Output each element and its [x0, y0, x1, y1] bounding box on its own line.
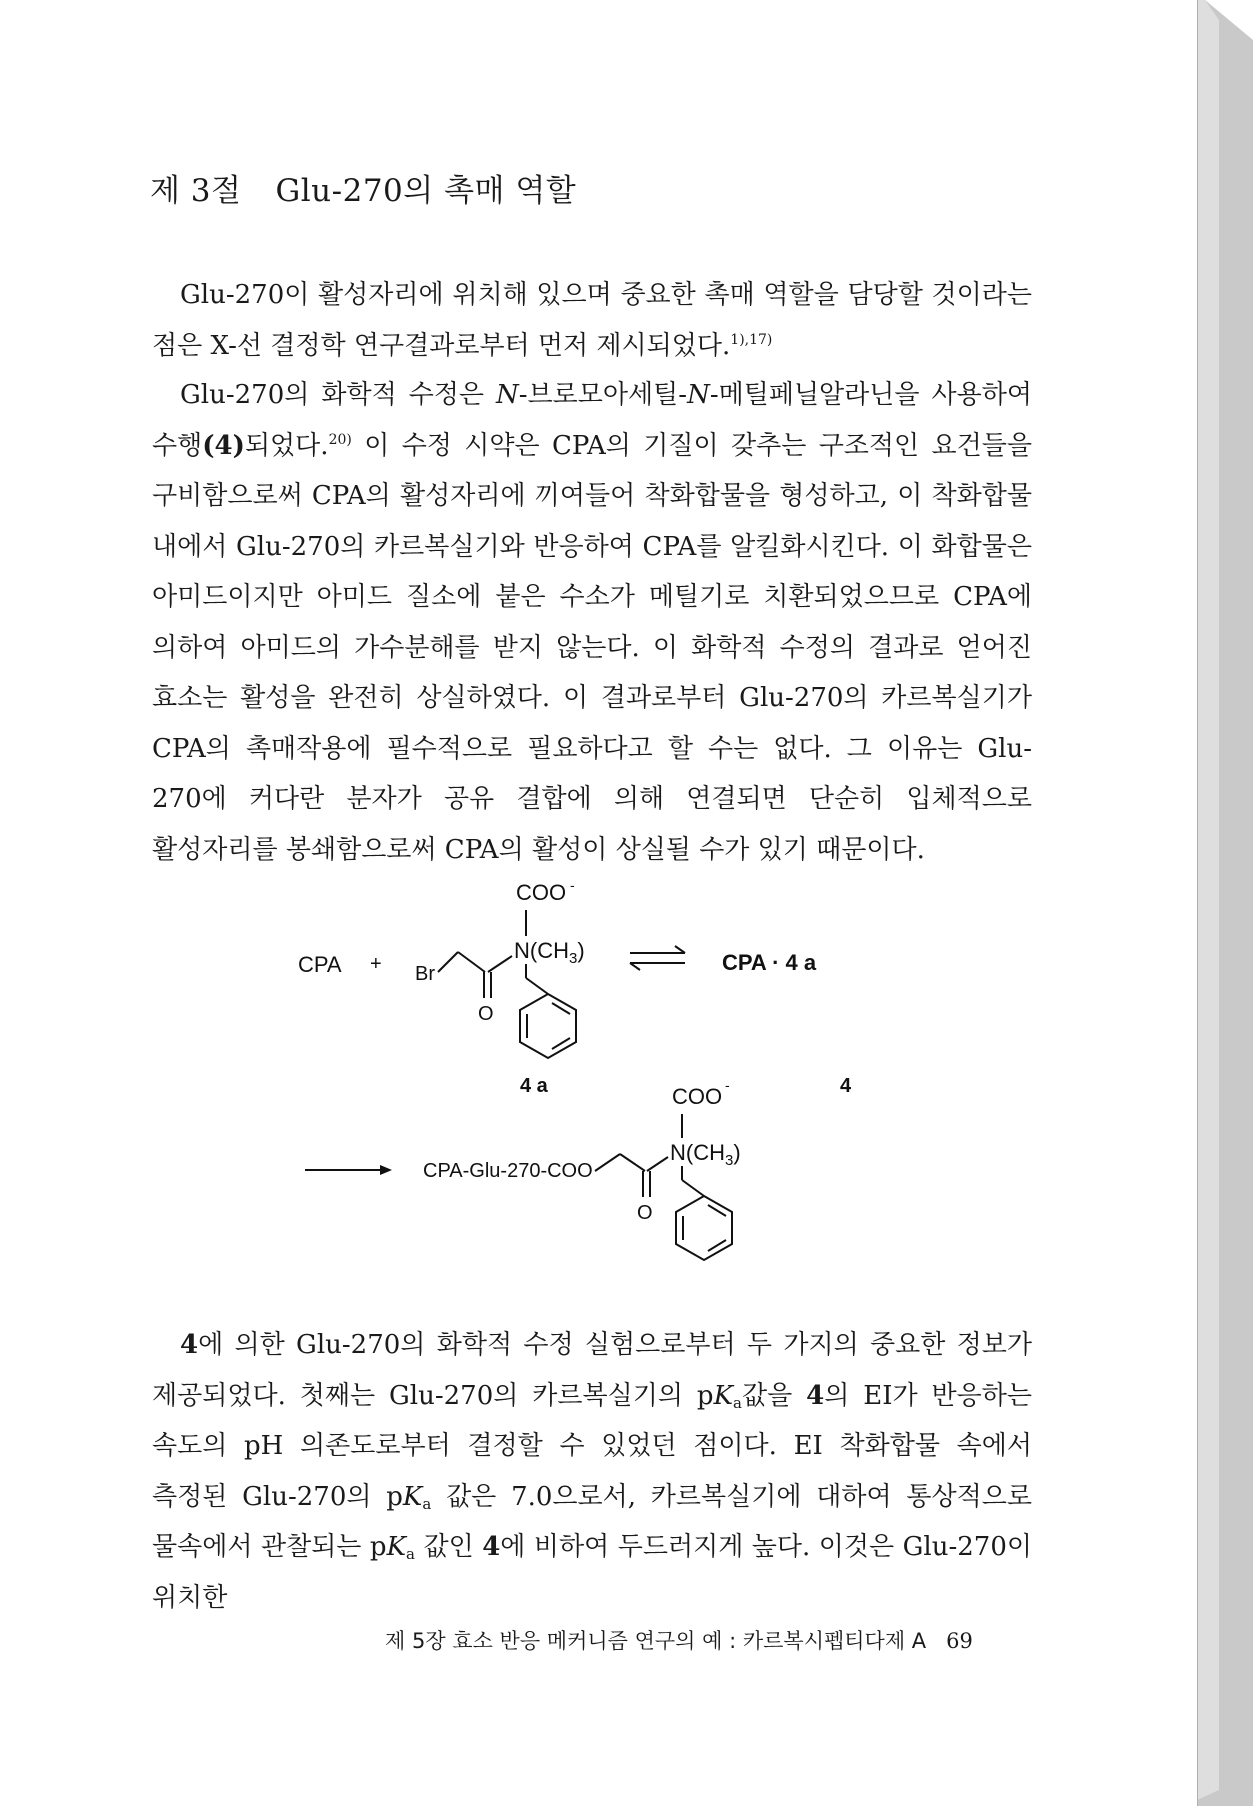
reference-superscript: 1),17)	[730, 331, 773, 348]
product-coo-label: COO	[672, 1084, 723, 1109]
italic-n: N	[687, 380, 710, 410]
italic-k: K	[713, 1380, 734, 1411]
reference-superscript: 20)	[328, 431, 352, 448]
paragraph-3-text: 의 EI가 반응하는 속도의 pH 의존도로부터 결정할 수 있었던 점이다. EI 착화합물 속에서 측정된 Glu-270의 p	[152, 1380, 1033, 1512]
paragraph-2-text: Glu-270의 화학적 수정은	[180, 380, 497, 410]
plus-sign: +	[370, 953, 382, 975]
paragraph-3-text: 에 의한 Glu-270의 화학적 수정 실험으로부터 두 가지의 중요한 정보가 제공되었다. 첫째는 Glu-270의 카르복실기의 p	[152, 1330, 1032, 1411]
oxygen-label: O	[478, 1003, 494, 1025]
product-prefix: CPA-Glu-270-COO	[423, 1160, 593, 1182]
paragraph-2-text: -메틸페닐알라닌을 사용하여 수행	[152, 380, 1032, 461]
paragraph-1-text: Glu-270이 활성자리에 위치해 있으며 중요한 촉매 역할을 담당할 것이라는 점은 X-선 결정학 연구결과로부터 먼저 제시되었다.	[152, 280, 1032, 361]
section-title	[150, 165, 576, 210]
compound-ref: (4)	[202, 430, 245, 461]
subscript-a: a	[733, 1393, 742, 1412]
compound-ref: 4	[806, 1380, 825, 1411]
paragraph-1	[152, 270, 1032, 371]
br-label: Br	[415, 963, 435, 985]
cpa-label: CPA	[298, 952, 342, 977]
section-number: 제 3절	[150, 173, 242, 209]
product-n-methyl-label: $N(CH_3)$	[670, 1140, 741, 1169]
italic-k: K	[402, 1481, 423, 1512]
page-footer	[385, 1625, 973, 1655]
charge-sign: -	[570, 877, 575, 893]
coo-label: COO	[516, 880, 567, 905]
paragraph-2-text: -브로모아세틸-	[518, 380, 688, 410]
compound-ref: 4	[180, 1330, 199, 1360]
italic-n: N	[496, 380, 519, 410]
product-charge-sign: -	[725, 1077, 730, 1093]
section-heading: Glu-270의 촉매 역할	[275, 173, 577, 209]
compound-4a-label: 4 a	[520, 1075, 548, 1097]
paragraph-2-text: 되었다.	[244, 430, 329, 461]
paragraph-3	[152, 1320, 1032, 1623]
product-oxygen-label: O	[637, 1202, 653, 1224]
compound-4-label: 4	[840, 1075, 852, 1097]
paragraph-3-text: 값은 7.0으로서, 카르복실기에 대하여 통상적으로 물속에서 관찰되는 p	[152, 1481, 1032, 1562]
subscript-a: a	[406, 1545, 415, 1563]
italic-k: K	[386, 1532, 406, 1562]
chapter-running-head: 제 5장 효소 반응 메커니즘 연구의 예 : 카르복시펩티다제 A	[385, 1629, 927, 1653]
compound-ref: 4	[482, 1532, 501, 1562]
n-methyl-label: $N(CH_3)$	[514, 938, 585, 967]
page-edge-shadow	[1197, 0, 1253, 1806]
page-number: 69	[946, 1629, 973, 1653]
paragraph-3-text: 값인	[414, 1532, 483, 1562]
paragraph-3-text: 값을	[741, 1380, 807, 1411]
paragraph-2-text: 이 수정 시약은 CPA의 기질이 갖추는 구조적인 요건들을 구비함으로써 CPA의 활성자리에 끼여들어 착화합물을 형성하고, 이 착화합물 내에서 Glu-270의 카르복실기와 반응하여 CPA를 알킬화시킨다. 이 화합물은 아미드이지만 아미드 질소에 붙은 수소가 메틸기로 치환되었으므로 CPA에 의하여 아미드의 가수분해를 받지 않는다. 이 화학적 수정의 결과로 얻어진 효소는 활성을 완전히 상실하였다. 이 결과로부터 Glu-270의 카르복실기가 CPA의 촉매작용에 필수적으로 필요하다고 할 수는 없다. 그 이유는 Glu-270에 커다란 분자가 공유 결합에 의해 연결되면 단순히 입체적으로 활성자리를 봉쇄함으로써 CPA의 활성이 상실될 수가 있기 때문이다.	[152, 430, 1032, 865]
complex-label: CPA · 4 a	[722, 950, 817, 975]
reaction-scheme	[290, 870, 890, 1310]
paragraph-2	[152, 370, 1032, 875]
paragraph-3-text: 에 비하여 두드러지게 높다. 이것은 Glu-270이 위치한	[152, 1532, 1032, 1613]
subscript-a: a	[422, 1494, 432, 1513]
